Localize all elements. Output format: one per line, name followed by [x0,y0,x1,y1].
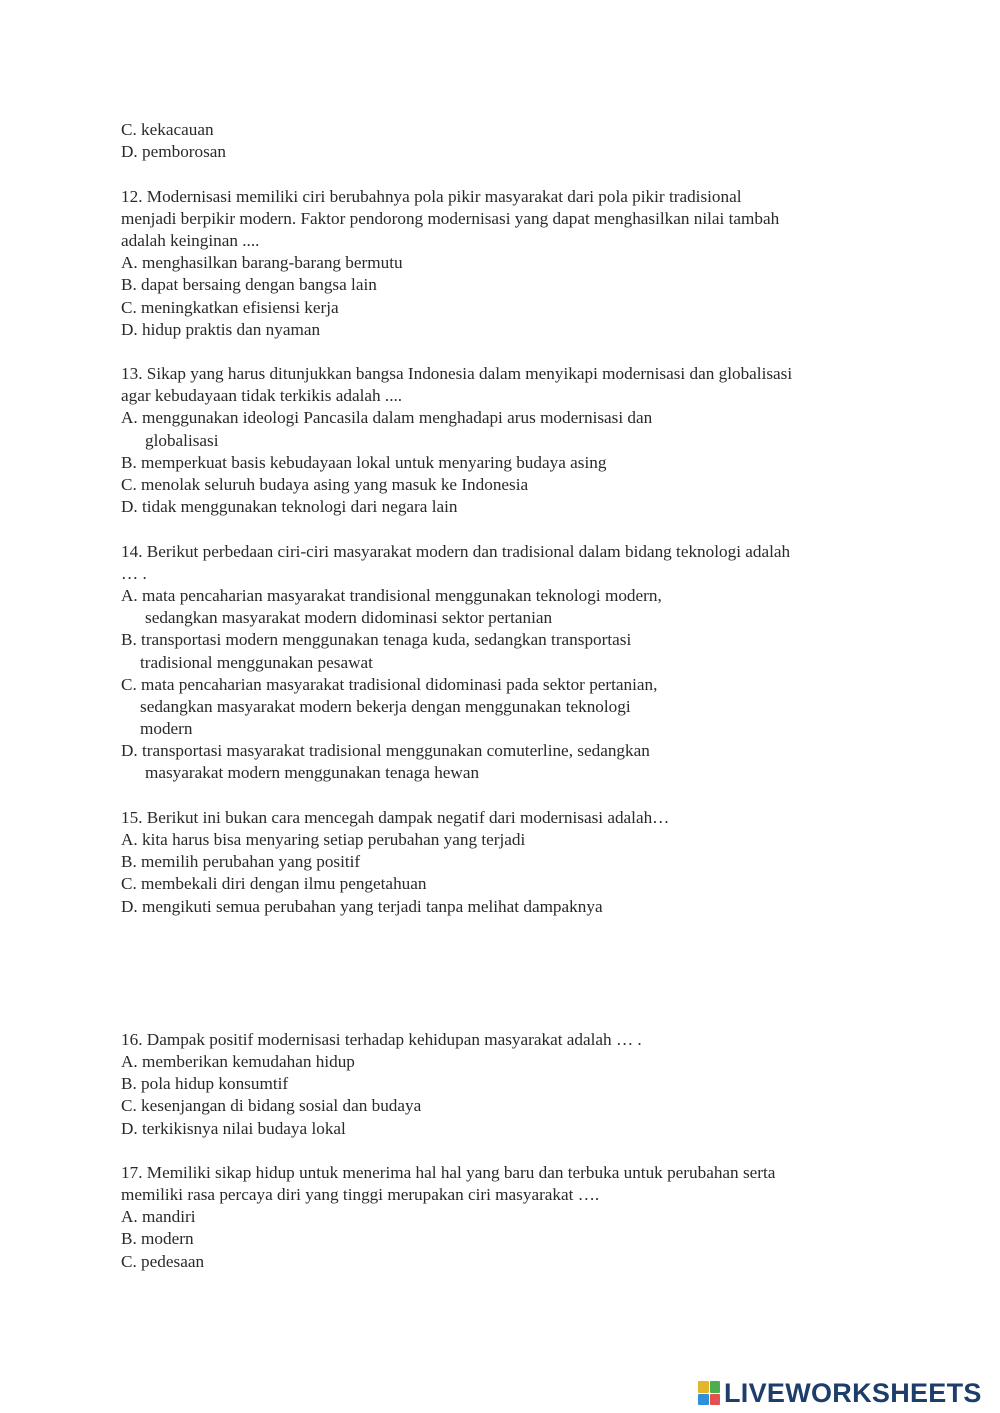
q12-stem-line: adalah keinginan .... [121,230,260,250]
q12-option-a: A. menghasilkan barang-barang bermutu [121,253,403,273]
q17-option-b: B. modern [121,1229,194,1249]
q12-option-b: B. dapat bersaing dengan bangsa lain [121,275,377,295]
question-12 [121,186,891,341]
q16-stem: 16. Dampak positif modernisasi terhadap kehidupan masyarakat adalah … . [121,1029,642,1049]
q14-stem-line: … . [121,563,147,583]
worksheet-page [121,119,891,1273]
question-13 [121,363,891,518]
q17-stem-line: memiliki rasa percaya diri yang tinggi merupakan ciri masyarakat …. [121,1185,600,1205]
q14-option-b-cont: tradisional menggunakan pesawat [140,652,373,672]
q15-option-d: D. mengikuti semua perubahan yang terjadi tanpa melihat dampaknya [121,896,603,916]
logo-square-blue [698,1394,709,1406]
q12-stem-line: 12. Modernisasi memiliki ciri berubahnya pola pikir masyarakat dari pola pikir tradisional [121,186,742,206]
q17-option-a: A. mandiri [121,1207,196,1227]
liveworksheets-logo [698,1378,982,1408]
q15-option-a: A. kita harus bisa menyaring setiap perubahan yang terjadi [121,830,526,849]
logo-square-green [710,1381,721,1393]
question-16 [121,1029,891,1140]
q15-option-c: C. membekali diri dengan ilmu pengetahuan [121,874,427,894]
logo-text: LIVEWORKSHEETS [724,1377,982,1408]
q17-stem-line: 17. Memiliki sikap hidup untuk menerima hal hal yang baru dan terbuka untuk perubahan serta [121,1162,776,1182]
logo-square-red [710,1394,721,1406]
liveworksheets-logo-icon [698,1381,720,1405]
q16-option-d: D. terkikisnya nilai budaya lokal [121,1118,346,1138]
q15-option-b: B. memilih perubahan yang positif [121,852,361,872]
q13-option-a-cont: globalisasi [145,430,219,450]
logo-square-yellow [698,1381,709,1393]
q14-stem-line: 14. Berikut perbedaan ciri-ciri masyarakat modern dan tradisional dalam bidang teknologi adalah [121,541,791,561]
q16-option-c: C. kesenjangan di bidang sosial dan budaya [121,1096,422,1116]
q14-option-d-cont: masyarakat modern menggunakan tenaga hewan [145,763,480,783]
q14-option-a: A. mata pencaharian masyarakat trandisional menggunakan teknologi modern, [121,585,662,605]
q13-option-a: A. menggunakan ideologi Pancasila dalam menghadapi arus modernisasi dan [121,408,653,428]
question-14 [121,541,891,785]
q14-option-b: B. transportasi modern menggunakan tenaga kuda, sedangkan transportasi [121,630,632,650]
q13-option-c: C. menolak seluruh budaya asing yang masuk ke Indonesia [121,475,529,494]
q13-option-d: D. tidak menggunakan teknologi dari negara lain [121,497,458,517]
q14-option-d: D. transportasi masyarakat tradisional menggunakan comuterline, sedangkan [121,741,650,761]
q16-option-a: A. memberikan kemudahan hidup [121,1051,355,1071]
q16-option-b: B. pola hidup konsumtif [121,1074,289,1094]
q11-option-d: D. pemborosan [121,142,227,162]
q12-stem-line: menjadi berpikir modern. Faktor pendorong modernisasi yang dapat menghasilkan nilai tambah [121,208,780,228]
question-15 [121,807,891,918]
q17-option-c: C. pedesaan [121,1251,205,1271]
q11-option-c: C. kekacauan [121,120,214,139]
q12-option-c: C. meningkatkan efisiensi kerja [121,297,339,317]
q13-option-b: B. memperkuat basis kebudayaan lokal untuk menyaring budaya asing [121,452,607,472]
q12-option-d: D. hidup praktis dan nyaman [121,319,321,339]
question-17 [121,1162,891,1273]
q14-option-c-cont: sedangkan masyarakat modern bekerja dengan menggunakan teknologi [140,696,631,716]
q14-option-c: C. mata pencaharian masyarakat tradisional didominasi pada sektor pertanian, [121,674,658,694]
q14-option-a-cont: sedangkan masyarakat modern didominasi sektor pertanian [145,608,553,628]
q14-option-c-cont: modern [140,719,193,739]
q13-stem-line: 13. Sikap yang harus ditunjukkan bangsa Indonesia dalam menyikapi modernisasi dan globalisasi [121,364,793,384]
q13-stem-line: agar kebudayaan tidak terkikis adalah .... [121,386,403,406]
q15-stem: 15. Berikut ini bukan cara mencegah dampak negatif dari modernisasi adalah… [121,807,670,827]
